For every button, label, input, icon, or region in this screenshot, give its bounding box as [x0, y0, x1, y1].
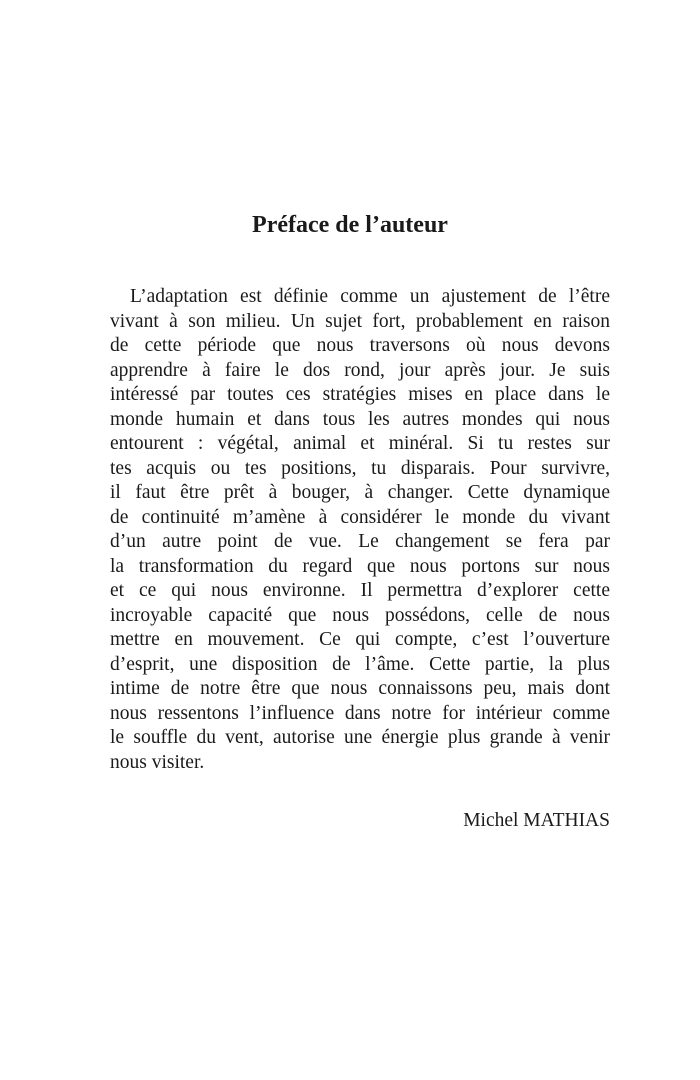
- text-line: intéressé par toutes ces stratégies mises en place dans le: [110, 384, 610, 405]
- text-line: de cette période que nous traversons où nous devons: [110, 335, 610, 356]
- text-line: nous visiter.: [110, 751, 205, 773]
- text-line: entourent : végétal, animal et minéral. Si tu restes sur: [110, 433, 610, 454]
- text-line: et ce qui nous environne. Il permettra d’explorer cette: [110, 580, 610, 601]
- text-line: tes acquis ou tes positions, tu disparais. Pour survivre,: [110, 457, 610, 479]
- text-line: mettre en mouvement. Ce qui compte, c’est l’ouverture: [110, 629, 610, 650]
- text-line: monde humain et dans tous les autres mondes qui nous: [110, 408, 610, 430]
- text-line: la transformation du regard que nous portons sur nous: [110, 555, 610, 577]
- text-line: vivant à son milieu. Un sujet fort, probablement en raison: [110, 310, 610, 332]
- author-signature: Michel MATHIAS: [463, 810, 610, 831]
- text-line: d’esprit, une disposition de l’âme. Cette partie, la plus: [110, 653, 610, 675]
- page-title: Préface de l’auteur: [252, 212, 448, 238]
- text-line: nous ressentons l’influence dans notre for intérieur comme: [110, 702, 610, 724]
- preface-paragraph: [110, 285, 610, 775]
- text-line: incroyable capacité que nous possédons, celle de nous: [110, 604, 610, 626]
- text-line: intime de notre être que nous connaissons peu, mais dont: [110, 678, 610, 699]
- text-line: L’adaptation est définie comme un ajustement de l’être: [130, 286, 610, 307]
- text-line: il faut être prêt à bouger, à changer. Cette dynamique: [110, 482, 610, 503]
- text-line: le souffle du vent, autorise une énergie plus grande à venir: [110, 727, 610, 748]
- text-line: d’un autre point de vue. Le changement se fera par: [110, 531, 610, 552]
- text-line: de continuité m’amène à considérer le monde du vivant: [110, 506, 610, 528]
- text-line: apprendre à faire le dos rond, jour après jour. Je suis: [110, 359, 610, 381]
